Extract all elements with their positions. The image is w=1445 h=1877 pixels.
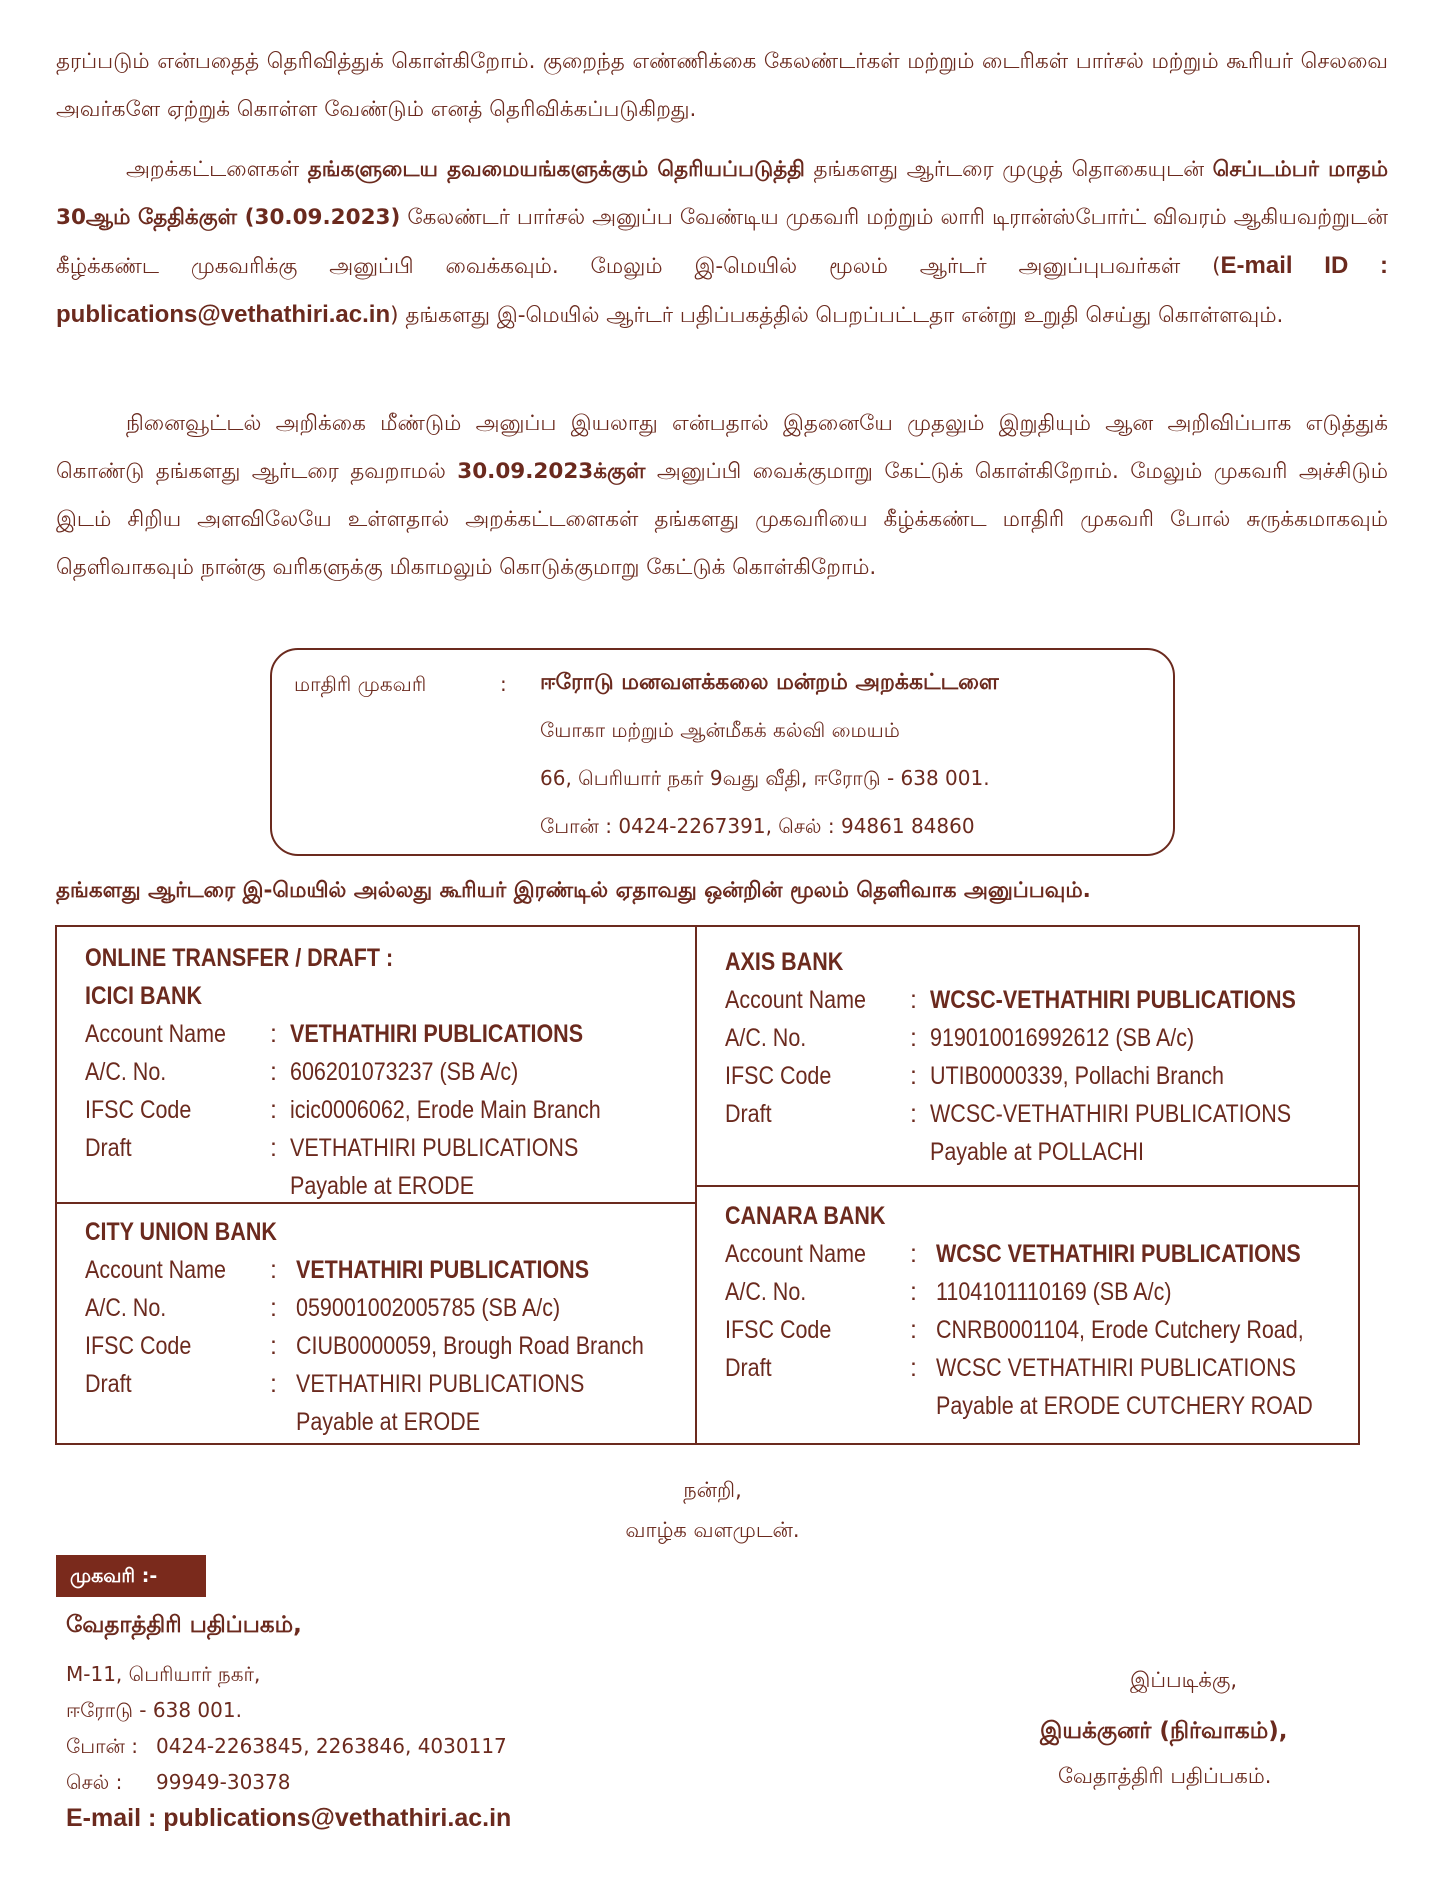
field-label: A/C. No. [85,1058,167,1086]
sample-address-line3: 66, பெரியார் நகர் 9வது வீதி, ஈரோடு - 638 001. [540,766,990,790]
bank-details-grid [55,925,1360,1445]
account-number-row [85,1289,700,1327]
colon: : [910,1100,917,1128]
account-number-value: 919010016992612 (SB A/c) [930,1024,1195,1052]
account-number-row [725,1273,1374,1311]
field-label: Draft [725,1354,772,1382]
draft-value: WCSC VETHATHIRI PUBLICATIONS [936,1354,1296,1382]
draft-payable-row [725,1387,1374,1425]
text-run: கேலண்டர் பார்சல் அனுப்ப வேண்டிய முகவரி மற்றும் லாரி டிரான்ஸ்போர்ட் விவரம் ஆகியவற்றுடன் கீழ்க்கண்ட முகவரிக்கு அனுப்பி வைக்கவும். மேலும் இ-மெயில் மூலம் ஆர்டர் அனுப்புபவர்கள் ( [56,205,1388,279]
draft-payable-value: Payable at POLLACHI [930,1138,1144,1166]
ifsc-row [85,1091,651,1129]
draft-value: VETHATHIRI PUBLICATIONS [296,1370,585,1398]
bold-text-run: தங்களுடைய தவமையங்களுக்கும் தெரியப்படுத்தி [307,157,805,182]
field-label: Draft [725,1100,772,1128]
colon: : [270,1294,277,1322]
signature-line1: இப்படிக்கு, [1130,1668,1238,1692]
text-run: நினைவூட்டல் அறிக்கை மீண்டும் அனுப்ப இயலாது என்பதால் இதனையே முதலும் இறுதியும் ஆன அறிவிப்பாக எடுத்துக் கொண்டு தங்களது ஆர்டரை தவறாமல் [56,411,1388,484]
text-run: தங்களது ஆர்டரை முழுத் தொகையுடன் [804,157,1213,182]
colon: : [270,1096,277,1124]
field-label: IFSC Code [85,1096,192,1124]
office-phone: 0424-2263845, 2263846, 4030117 [156,1734,507,1758]
email-id-text: E-mail ID : publications@vethathiri.ac.in [56,252,1389,328]
account-name-row [85,1015,651,1053]
colon: : [910,1240,917,1268]
field-label: A/C. No. [725,1024,807,1052]
account-name-row [725,981,1355,1019]
sample-address-label: மாதிரி முகவரி [294,672,427,696]
account-number-row [85,1053,651,1091]
grid-divider [697,1185,1360,1187]
colon: : [270,1134,277,1162]
draft-payable-value: Payable at ERODE [290,1172,475,1200]
sample-address-line1: ஈரோடு மனவளக்கலை மன்றம் அறக்கட்டளை [540,670,999,695]
colon: : [910,1278,917,1306]
draft-value: WCSC-VETHATHIRI PUBLICATIONS [930,1100,1292,1128]
account-number-value: 059001002005785 (SB A/c) [296,1294,561,1322]
draft-payable-value: Payable at ERODE CUTCHERY ROAD [936,1392,1313,1420]
deadline-text: செப்டம்பர் மாதம் 30ஆம் தேதிக்குள் (30.09.2023) [56,157,1388,230]
paragraph-order-instructions [56,146,1388,340]
sample-address-line2: யோகா மற்றும் ஆன்மீகக் கல்வி மையம் [540,718,900,742]
bank-block-canara [725,1197,1374,1425]
field-label: Account Name [85,1256,227,1284]
office-address-line1: M-11, பெரியார் நகர், [66,1662,261,1686]
account-name-row [85,1251,700,1289]
sample-address-colon: : [500,672,507,696]
colon: : [270,1020,277,1048]
account-number-row [725,1019,1355,1057]
office-name: வேதாத்திரி பதிப்பகம், [66,1612,302,1638]
text-run: அனுப்பி வைக்குமாறு கேட்டுக் கொள்கிறோம். மேலும் முகவரி அச்சிடும் இடம் சிறிய அளவிலேயே உள்ளதால் அறக்கட்டளைகள் தங்களது முகவரியை கீழ்க்கண்ட மாதிரி முகவரி போல் சுருக்கமாகவும் தெளிவாகவும் நான்கு வரிகளுக்கு மிகாமலும் கொடுக்குமாறு கேட்டுக் கொள்கிறோம். [56,459,1388,580]
bank-block-city-union [85,1213,700,1441]
ifsc-row [725,1057,1355,1095]
account-number-value: 1104101110169 (SB A/c) [936,1278,1172,1306]
draft-payable-row [85,1167,651,1205]
field-label: Draft [85,1134,132,1162]
colon: : [910,1024,917,1052]
signature-designation: இயக்குனர் (நிர்வாகம்), [1040,1718,1288,1744]
bank-name: AXIS BANK [725,948,844,976]
ifsc-value: UTIB0000339, Pollachi Branch [930,1062,1225,1090]
ifsc-value: CNRB0001104, Erode Cutchery Road, [936,1316,1304,1344]
paragraph-reminder [56,400,1388,592]
office-cell-label: செல் : [66,1770,123,1794]
draft-payable-row [85,1403,700,1441]
account-name-value: VETHATHIRI PUBLICATIONS [290,1020,584,1048]
draft-payable-value: Payable at ERODE [296,1408,481,1436]
field-label: A/C. No. [85,1294,167,1322]
paragraph-intro-text: தரப்படும் என்பதைத் தெரிவித்துக் கொள்கிறோம். குறைந்த எண்ணிக்கை கேலண்டர்கள் மற்றும் டைரிகள் பார்சல் மற்றும் கூரியர் செலவை அவர்களே ஏற்றுக் கொள்ள வேண்டும் எனத் தெரிவிக்கப்படுகிறது. [56,49,1388,122]
office-cell: 99949-30378 [156,1770,291,1794]
office-email[interactable]: E-mail : publications@vethathiri.ac.in [66,1804,512,1832]
field-label: Account Name [725,986,867,1014]
ifsc-value: icic0006062, Erode Main Branch [290,1096,601,1124]
colon: : [910,1354,917,1382]
draft-row [85,1365,700,1403]
field-label: IFSC Code [85,1332,192,1360]
account-name-value: WCSC-VETHATHIRI PUBLICATIONS [930,986,1296,1014]
colon: : [270,1370,277,1398]
deadline-text: 30.09.2023க்குள் [457,459,646,484]
draft-row [85,1129,651,1167]
text-run: ) தங்களது இ-மெயில் ஆர்டர் பதிப்பகத்தில் பெறப்பட்டதா என்று உறுதி செய்து கொள்ளவும். [390,303,1284,328]
closing-greeting: வாழ்க வளமுடன். [625,1518,800,1542]
paragraph-intro [56,38,1388,134]
colon: : [270,1256,277,1284]
draft-payable-row [725,1133,1355,1171]
account-name-value: VETHATHIRI PUBLICATIONS [296,1256,590,1284]
ifsc-row [85,1327,700,1365]
field-label: Account Name [725,1240,867,1268]
field-label: Draft [85,1370,132,1398]
office-address-line2: ஈரோடு - 638 001. [66,1698,242,1722]
field-label: A/C. No. [725,1278,807,1306]
colon: : [270,1332,277,1360]
colon: : [910,1316,917,1344]
colon: : [910,986,917,1014]
draft-value: VETHATHIRI PUBLICATIONS [290,1134,579,1162]
draft-row [725,1349,1374,1387]
bank-name: CITY UNION BANK [85,1218,277,1246]
signature-organisation: வேதாத்திரி பதிப்பகம். [1058,1764,1272,1788]
office-phone-row [66,1734,507,1761]
sample-address-box [270,648,1175,856]
office-cell-row [66,1770,290,1797]
bank-block-icici [85,939,651,1205]
send-instruction: தங்களது ஆர்டரை இ-மெயில் அல்லது கூரியர் இரண்டில் ஏதாவது ஒன்றின் மூலம் தெளிவாக அனுப்பவும். [56,878,1091,903]
colon: : [910,1062,917,1090]
colon: : [270,1058,277,1086]
account-name-row [725,1235,1374,1273]
draft-row [725,1095,1355,1133]
ifsc-value: CIUB0000059, Brough Road Branch [296,1332,644,1360]
address-tag: முகவரி :- [56,1555,206,1597]
bank-block-axis [725,943,1355,1171]
text-run: அறக்கட்டளைகள் [126,157,308,182]
bank-name: CANARA BANK [725,1202,886,1230]
office-phone-label: போன் : [66,1734,139,1758]
account-name-value: WCSC VETHATHIRI PUBLICATIONS [936,1240,1301,1268]
bank-section-title: ONLINE TRANSFER / DRAFT : [85,944,394,972]
closing-thanks: நன்றி, [683,1478,742,1502]
field-label: IFSC Code [725,1062,832,1090]
sample-address-line4: போன் : 0424-2267391, செல் : 94861 84860 [540,814,975,838]
field-label: Account Name [85,1020,227,1048]
account-number-value: 606201073237 (SB A/c) [290,1058,519,1086]
field-label: IFSC Code [725,1316,832,1344]
bank-name: ICICI BANK [85,982,203,1010]
ifsc-row [725,1311,1374,1349]
